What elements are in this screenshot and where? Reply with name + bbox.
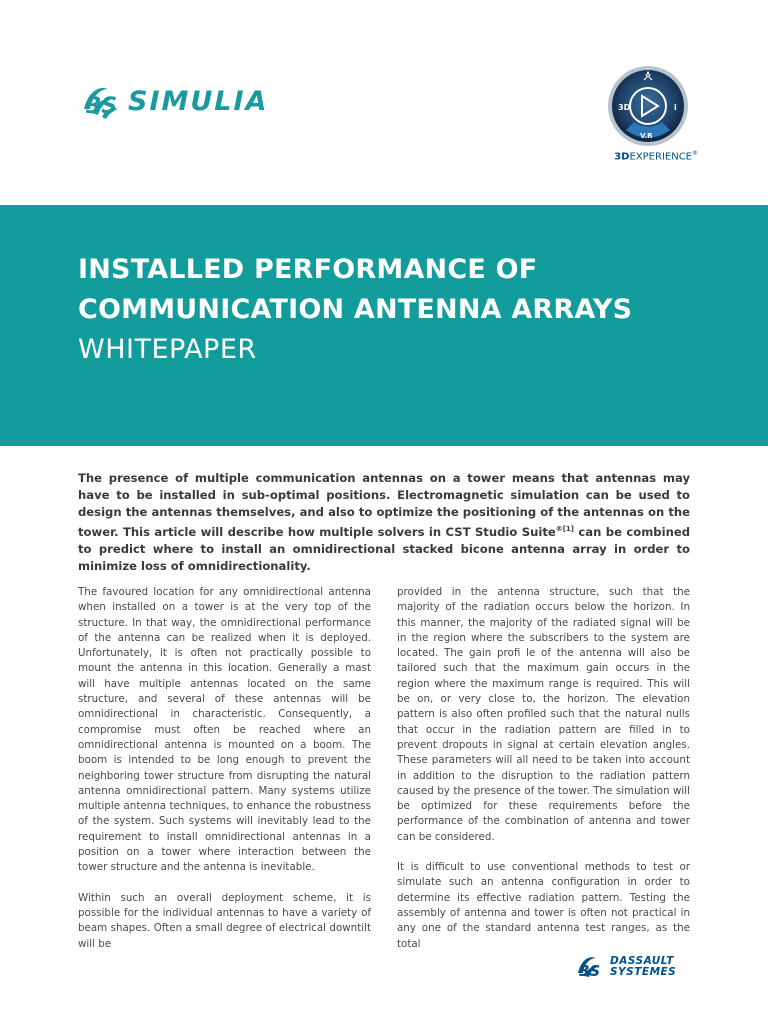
body-paragraph: The favoured location for any omnidirectional antenna when installed on a tower is at the very top of the structure. In that way, the omnidirectional performance of the antenna can be realized when it is deployed. Unfortunately, it is often not practically possible to mount the antenna in this location. Generally a mast will have multiple antennas located on the same structure, and several of these antennas will be omnidirectional in characteristic. Consequently, a compromise must often be reached where an omnidirectional antenna is mounted on a boom. The boom is intended to be long enough to prevent the neighboring tower structure from disrupting the natural antenna omnidirectional pattern. Many systems utilize multiple antenna techniques, to enhance the robustness of the system. Such systems will inevitably lead to the requirement to install omnidirectional antennas in a position on a tower where interaction between the tower structure and the antenna is inevitable. xyxy=(78,586,371,874)
body-column-right xyxy=(397,585,690,967)
body-paragraph: Within such an overall deployment scheme, it is possible for the individual antennas to have a variety of beam shapes. Often a small degree of electrical downtilt will be xyxy=(78,891,371,950)
body-paragraph: provided in the antenna structure, such that the majority of the radiation occurs below the horizon. In this manner, the majority of the radiated signal will be in the region where the subscribers to the system are located. The gain profi le of the antenna will also be tailored such that the maximum gain occurs in the region where the maximum range is required. This will be on, or very close to, the horizon. The elevation pattern is also often profiled such that the natural nulls that occur in the radiation pattern are filled in to prevent dropouts in signal at certain elevation angles. These parameters will all need to be taken into account in addition to the disruption to the radiation pattern caused by the presence of the tower. The simulation will be optimized for these requirements before the performance of the combination of antenna and tower can be considered. xyxy=(397,586,690,843)
3dexperience-label: 3DEXPERIENCE® xyxy=(614,150,698,163)
compass-right-label: i xyxy=(674,103,677,112)
page-title xyxy=(78,250,738,330)
body-column-left xyxy=(78,585,371,967)
page-header xyxy=(0,0,768,205)
page-subtitle: WHITEPAPER xyxy=(78,334,257,365)
compass-left-label: 3D xyxy=(618,103,631,112)
svg-text:3S: 3S xyxy=(579,962,601,980)
logo-text: SIMULIA xyxy=(128,85,269,117)
compass-bottom-label: V.R xyxy=(640,132,653,140)
ds-logo-icon xyxy=(78,79,122,123)
title-line-1: INSTALLED PERFORMANCE OF xyxy=(78,254,538,285)
svg-text:3S: 3S xyxy=(86,94,118,119)
dassault-systemes-logo xyxy=(574,950,694,984)
body-paragraph: It is difficult to use conventional methods to test or simulate such an antenna configuration in order to determine its effective radiation pattern. Testing the assembly of antenna and tower is often not practical in any one of the standard antenna test ranges, as the total xyxy=(397,861,690,950)
intro-paragraph: The presence of multiple communication antennas on a tower means that antennas may have to be installed in sub-optimal positions. Electromagnetic simulation can be used to design the antennas themselves, and also to optimize the positioning of the antennas on the tower. This article will describe how multiple solvers in CST Studio Suite$^{®[1]}$ can be combined to predict where to install an omnidirectional stacked bicone antenna array in order to minimize loss of omnidirectionality. xyxy=(78,471,690,573)
footer-brand-text: DASSAULT SYSTEMES xyxy=(610,955,677,978)
simulia-logo xyxy=(78,78,268,124)
title-line-2: COMMUNICATION ANTENNA ARRAYS xyxy=(78,294,633,325)
3dexperience-compass-icon xyxy=(598,64,698,148)
ds-footer-logo-icon xyxy=(574,951,606,983)
